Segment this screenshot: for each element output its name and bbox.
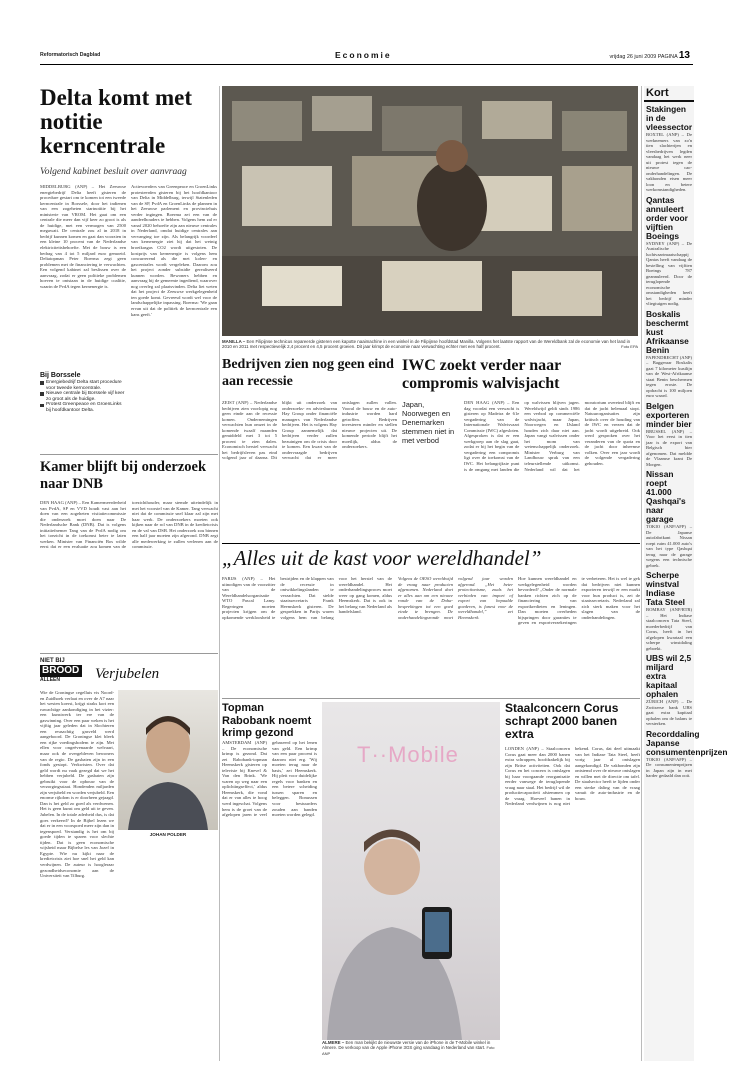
quote-left-text: PARIJS (ANP) – Het uitnodigen van de voorzitter van de Wereldhandelsorganisatie WTO Pascal Lamy. Regeringen moeten projecten krijgen om de opkomende werkloosheid te bestrijden en de klappen van de recessie in ontwikkelingslanden te verzachten. Dat stelde staatssecretaris Frank Heemskerk gisteren. De gesprekken in Parijs waren volgens hem van belang voor het herstel van de wereldhandel. Het onderhandelingsproces moet weer op gang komen, aldus Heemskerk. Dat is ook in het belang van Nederland als handelsland. [222, 576, 392, 620]
delta-subhead: Volgend kabinet besluit over aanvraag [40, 167, 187, 177]
kort-sidebar [644, 86, 728, 1061]
kort-item-text: BRUSSEL (ANP) – Voor het eerst in tien jaar is de export van Belgisch bier afgenomen. Dat meldde de Vlaamse krant De Morgen. [646, 428, 692, 467]
section-rule [40, 653, 218, 654]
badge-bottom: BROOD [40, 665, 82, 677]
kort-item-heading: Qantas annuleert order voor vijftien Boeings [646, 194, 688, 241]
caption-credit: Foto EPA [621, 344, 638, 350]
tmobile-caption [322, 1040, 500, 1062]
section-rule [222, 698, 640, 699]
topman-headline: Topman Rabobank noemt krimp gezond [222, 702, 312, 739]
corus-headline: Staalconcern Corus schrapt 2000 banen extra [505, 701, 619, 741]
recessie-headline: Bedrijven zien nog geen eind aan recessie [222, 357, 394, 389]
borssele-item: Protest Greenpeace en GroenLinks bij hoofdkantoor Delta. [40, 402, 126, 413]
tmobile-sign: T··Mobile [357, 742, 459, 767]
page-number: 13 [678, 50, 690, 61]
page-date [575, 50, 690, 62]
caption-text: Een Filipijnse technicus repareerde gisteren een kapotte naaimachine in een winkel in de Filipijnse hoofdstad Manilla. Volgens het laatste rapport van de Wereldbank zal de economie van het land in 2010 en 2011 met respectievelijk 2,4 procent en 4,5 procent groeien. Dit jaar krimpt de economie naar verwachting echter met een half procent. [222, 339, 631, 350]
quote-right-text: Hoe kunnen wereldhandel en werkgelegenheid worden bevorderd? „Onder de normale banken richten zich op de financiering van exportkredieten en leningen. Dan moeten overheden bijspringen door garanties te geven en exportverzekeringen te verbeteren. Het is wel te gek dat bedrijven niet kunnen exporteren terwijl er een markt voor hun product is, zei de staatssecretaris. Nederland zal zich sterk maken voor het slagen van de onderhandelingen. [518, 576, 640, 626]
kort-list [644, 104, 728, 779]
quote-rule [222, 543, 640, 544]
kort-item-text: SYDNEY (ANP) – De Australische luchtvaartmaatschappij Qantas heeft vandaag de bestelling van vijftien Boeings 787 geannuleerd. Door de teruglopende economische omstandigheden heeft het bedrijf minder vliegtuigen nodig. [646, 240, 692, 306]
top-photo-caption [222, 339, 638, 351]
borssele-box [40, 371, 126, 451]
kort-item-heading: Belgen exporteren minder bier [646, 400, 692, 429]
column-title: Verjubelen [95, 666, 160, 682]
delta-col2: Actievoerders van Greenpeace en GroenLinks protesteerden gisteren bij het hoofdkantoor van Delta in Middelburg, terwijl Statenleden van de SP, PvdA en GroenLinks de plannen in het Zeeuwse parlement en provinciehuis verder ingingen. Boerma zei een van de aandeelhouders te hebben. Volgens hem zal er vanaf 2020 behoefte zijn aan nieuwe centrales in Nederland, omdat huidige centrales aan vervanging toe zijn. Als belangrijk voordeel van kernenergie ziet hij dat het weinig broeikasgas CO2 wordt uitgestoten. De kostprijs van kernenergie is volgens hem concurrerend als die met kolen- en gascentrales wordt vergeleken. Daarom zou het project zonder subsidie gerealiseerd kunnen worden. Bewoners hebben en aanvraag bij de gemeente ingediend, waarover nog overleg zal plaatsvinden. Delta liet weten dat het project de Zeeuwse werkgelegenheid ten goede komt. Gevreesd wordt wel voor de landschappelijke inpassing. Boerma: 'We gaan ervan uit dat de politiek de kerncentrale een kans geeft.' [131, 184, 217, 317]
recessie-text: ZEIST (ANP) – Nederlandse bedrijven zien voorlopig nog geen einde aan de recessie komen. Ondernemingen verwachten hun omzet in de komende twaalf maanden gemiddeld met 3 tot 5 procent te zien dalen. Economisch herstel verwacht het bedrijfsleven pas eind volgend jaar of daarna. Dit blijkt uit onderzoek van onderzoeks- en adviesbureau Hay Group onder financiële managers van Nederlandse bedrijven. Het is volgens Hay Group aannemelijk dat bedrijven verder zullen bezuinigen om de crisis door te komen. Een kwart van de ondervraagde bedrijven verwacht dat er meer ontslagen zullen vallen. Vooral de bouw en de auto-industrie worden hard getroffen. Bedrijven investeren minder en stellen nieuwe projecten uit. De komende periode blijft het moeilijk, aldus de onderzoekers. [222, 400, 397, 461]
delta-headline: Delta komt met notitie kerncentrale [40, 85, 193, 158]
tmobile-photo [322, 702, 500, 1040]
corus-text: LONDEN (ANP) – Staalconcern Corus gaat meer dan 2000 banen extra schrappen, hoofdzakelijk bij zijn Britse activiteiten. Ook dat Corus en het concern is ontslagen bij haar voorgaande reorganisatie eerder vanwege de teruglopende vraag naar staal. Het bedrijf wil de productiecapaciteit afstemmen op de vraag. Hoeveel banen in Nederland verdwijnen is nog niet bekend. Corus, dat deel uitmaakt van het Indiase Tata Steel, heeft vorig jaar al ontslagen aangekondigd. De vakbonden zijn ontstemd over de nieuwe ontslagen en willen met de directie om tafel. De staalsector heeft te lijden onder een sterke daling van de vraag vanuit de auto-industrie en de bouw. [505, 746, 640, 807]
dnb-headline: Kamer blijft bij onderzoek naar DNB [40, 459, 207, 492]
kort-item-text: PAPENDRECHT (ANP) – Baggeraar Boskalis gaat 7 kilometer kustlijn van de West-Afrikaanse staat Benin beschermen tegen erosie. De opdracht is 100 miljoen euro waard. [646, 354, 692, 398]
walvis-lead [402, 454, 460, 538]
column-rule [219, 86, 220, 1061]
sewing-machine-photo [222, 86, 638, 336]
dnb-text: DEN HAAG (ANP) – Een Kamermeerderheid van PvdA, SP en VVD houdt vast aan het doen van een zogeheten visitatiecommissie die onderzoek moet doen naar De Nederlandsche Bank (DNB). Dat is volgens initiatiefnemer Tang van de PvdA nodig om het toezicht in de toekomst beter te laten werken. Minister van Financiën Bos wilde eerst dat er een evaluatie zou komen van de toezichthouder, maar stemde uiteindelijk in met het voorstel van de Kamer. Tang verwacht niet dat de commissie snel klaar zal zijn met haar werk. De onderzoekers moeten ook kijken naar de rol van DNB in de kredietcrisis en de val van DSB. Het onderzoek zou binnen een half jaar moeten zijn afgerond. DNB zegt alle medewerking te zullen verlenen aan de commissie. [40, 500, 218, 550]
iphone-customer-icon [322, 702, 500, 1040]
kort-item-heading: Stakingen in de vleessector [646, 104, 693, 132]
kort-title: Kort [644, 86, 694, 102]
quote-headline: „Alles uit de kast voor wereldhandel” [222, 546, 542, 570]
kort-item-text: ZÜRICH (ANP) – De Zwitserse bank UBS gaat extra kapitaal ophalen om de balans te versterken. [646, 699, 692, 726]
kort-item-heading: UBS wil 2,5 miljard extra kapitaal ophalen [646, 653, 692, 699]
kort-item-heading: Boskalis beschermt kust Afrikaanse Benin [646, 308, 689, 355]
kort-item-heading: Nissan roept 41.000 Qashqai's naar garage [646, 469, 686, 524]
delta-col1: MIDDELBURG (ANP) – Het Zeeuwse energiebedrijf Delta heeft gisteren de procedure gestart om te komen tot een tweede kerncentrale in Borssele, door het indienen van een zogeheten startnotitie bij het ministerie van VROM. Het gaat om een centrale die meer dan vijf keer zo groot is als de huidige, met een vermogen van 2500 megawatt. De centrale zou al in 2018 in bedrijf kunnen komen en gaat dan voorzien in een kleine 10 procent van de Nederlandse elektriciteitsbehoefte. Met de bouw is een bedrag van 4 tot 5 miljard euro gemoeid. Deltatopman Peter Boerma zegt geen problemen met de financiering te verwachten. Een volgend kabinet zal beslissen over de aanvraag, zodat er geen politieke problemen hoeven te ontstaan in de huidige coalitie, waarin de PvdA tegen kernenergie is. [40, 184, 126, 289]
column-text: Wie de Groningse cegelluis vis Noord- en Zuidhoek verlaat en over de A7 naar het westen koerst, krijgt straks kort een ruwachtige aankondiging in het vizier: een kunstwerk ter ere van de gaswinning. Over een paar weken is het vijftig jaar geleden dat in Slochteren een reusachtig gasveld werd aangeboord. De Groningse klei bleek een rijke voedingsbodem te zijn. Met ellen voor ongeëvenaarde welvaart, maar ook de overgebleven bewoners van de regio. De gasbaten zijn in een fonds gestopt. Verkwisten. Over dat geld wordt nu vaak gezegd dat we het hebben verjubeld. De gasbaten zijn gebruikt voor de opbouw van de verzorgingsstaat. Hondenden miljarden zijn verjubeld en worden verjubeld. Een enorme rijkdom is er doorheen gejaagd. Dan is het geld zo goed als verdwenen. Het is geen kunst om geld uit te geven. Jubelen. In de totale aderheid dus, is dat goes verkeerd? In de Bijbel lezen we dat er in een voorspoed meer zijn dan in tegenspoed. Verstandig is het om bij goede tijden te sparen voor slechte tijden. Dat is geen economische wijsheid maar Bijbelse les van Jozef in Egypte. Wie nu kijkt naar de kredietcrisis ziet hoe snel het geld kan verdwijnen. De auteur is hoogleraar gezondheidseconomie aan de Universiteit van Tilburg. [40, 690, 114, 879]
header-rule [40, 64, 693, 65]
kort-item-text: TOKIO (ANP/AFP) – De Japanse autofabrikant Nissan roept ruim 41.000 auto's van het type Qashqai terug naar de garage wegens een technische gebrek. [646, 524, 692, 568]
column-rule [641, 86, 642, 1061]
badge-top: NIET BIJ [40, 658, 65, 664]
walvis-intro: Japan, Noorwegen en Denemarken stemmen niet in met verbod [402, 400, 455, 445]
author-portrait-icon [118, 690, 218, 830]
kort-item-heading: Recorddaling Japanse consumentenprijzen [646, 728, 728, 757]
date-text: vrijdag 26 juni 2009 PAGINA [609, 54, 678, 60]
column-badge [40, 658, 82, 690]
borssele-title: Bij Borssele [40, 372, 81, 379]
tmobile-caption-text: Een man bekijkt de nieuwste versie van de iPhone in de T-Mobile winkel in Almere. De verkoop van de Apple iPhone 3GS ging vandaag in Nederland van start. [322, 1040, 491, 1051]
topman-text: AMSTERDAM (ANP) – De economische krimp is gezond. Dat zei Rabobank-topman Heemskerk gisteren op televisie bij Knevel & Van den Brink. 'We waren op weg naar een oplichtingseffect,' aldus Heemskerk, die vond dat er van alles te hoog werd ingeschat. Volgens hem is de groei van de afgelopen jaren te veel gebaseerd op het lenen van geld. Een krimp van een paar procent is daarom niet erg. 'Wij moeten terug naar de basis,' zei Heemskerk. Hij pleit voor duidelijke regels voor banken en een betere scheiding tussen sparen en beleggen. Bonussen voor bestuurders zouden aan banden moeten worden gelegd. [222, 740, 317, 818]
borssele-item: Nieuwe centrale bij Borssele vijf keer zo groot als de huidige. [40, 391, 126, 402]
author-photo [118, 690, 218, 830]
workshop-scene-icon [222, 86, 638, 336]
paper-name: Reformatorisch Dagblad [40, 52, 101, 58]
section-rule [40, 454, 218, 455]
quote-mid-text: Volgens de OESO wereldwijd de vraag naar producten afgenomen. Nederland doet er alles aan om een nieuwe ronde van de Doha-besprekingen tot een goed einde te brengen. De onderhandelingsronde moet volgend jaar worden afgerond. „Het beter protectionisme, zoals het verbieden van import of export van bepaalde goederen, is funest voor de wereldhandel,” zei Heemskerk. [398, 576, 513, 620]
borssele-item: Energiebedrijf Delta start procedure voor tweede kerncentrale. [40, 380, 126, 391]
kort-item-text: BOMBAY (ANP/RTR) – Het Indiase staalconcern Tata Steel, moederbedrijf van Corus, heeft in het afgelopen kwartaal een scherpe winstdaling geboekt. [646, 607, 692, 651]
badge-sub: ALLEEN [40, 677, 60, 683]
tmobile-caption-credit: Foto ANP [322, 1045, 495, 1056]
author-caption: JOHAN POLDER [149, 832, 187, 837]
kort-item-text: TOKIO (ANP/AFP) – De consumentenprijzen in Japan zijn in mei harder gedaald dan ooit. [646, 756, 692, 778]
walvis-headline: IWC zoekt verder naar compromis walvisjacht [402, 357, 561, 392]
tmobile-caption-location: ALMERE – [322, 1040, 345, 1045]
kort-item-heading: Scherpe winstval Indiase Tata Steel [646, 570, 685, 607]
caption-location: MANILLA – [222, 339, 246, 344]
section-title: Economie [335, 50, 392, 60]
walvis-text: DEN HAAG (ANP) – Een dag voordat een verwacht is gisteren op Madeira de 61e vergadering van de Internationale Walvisvaart Commissie (IWC) afgesloten. Afgesproken is dat er een werkgroep aan de slag gaat, zodat er bij het begin van de vergadering een compromis ligt over de toekomst van de IWC. Het belangrijkste punt is de omgang met landen die op walvissen blijven jagen. Wereldwijd geldt sinds 1986 een verbod op commerciële walvisjacht, maar Japan, Noorwegen en IJsland houden zich daar niet aan. Japan vangt walvissen onder het mom van wetenschappelijk onderzoek. Minister Verburg van Landbouw sprak van een teleurstellende uitkomst. Nederland wil dat het moratorium overeind blijft en dat de jacht helemaal stopt. Natuurorganisaties zijn kritisch over de houding van de IWC en vrezen dat de jacht wordt uitgebreid. Ook werd gesproken over het veranderen van de quota en de jacht door inheemse volken. Over een jaar wordt de volgende vergadering gehouden. [464, 400, 640, 472]
kort-item-text: BOXTEL (ANP) – De werknemers van zo'n tien slachterijen en vleesbedrijven legden vandaag het werk neer uit protest tegen de nieuwe cao-onderhandelingen. De vakbonden eisen meer loon en betere werkomstandigheden. [646, 132, 692, 192]
